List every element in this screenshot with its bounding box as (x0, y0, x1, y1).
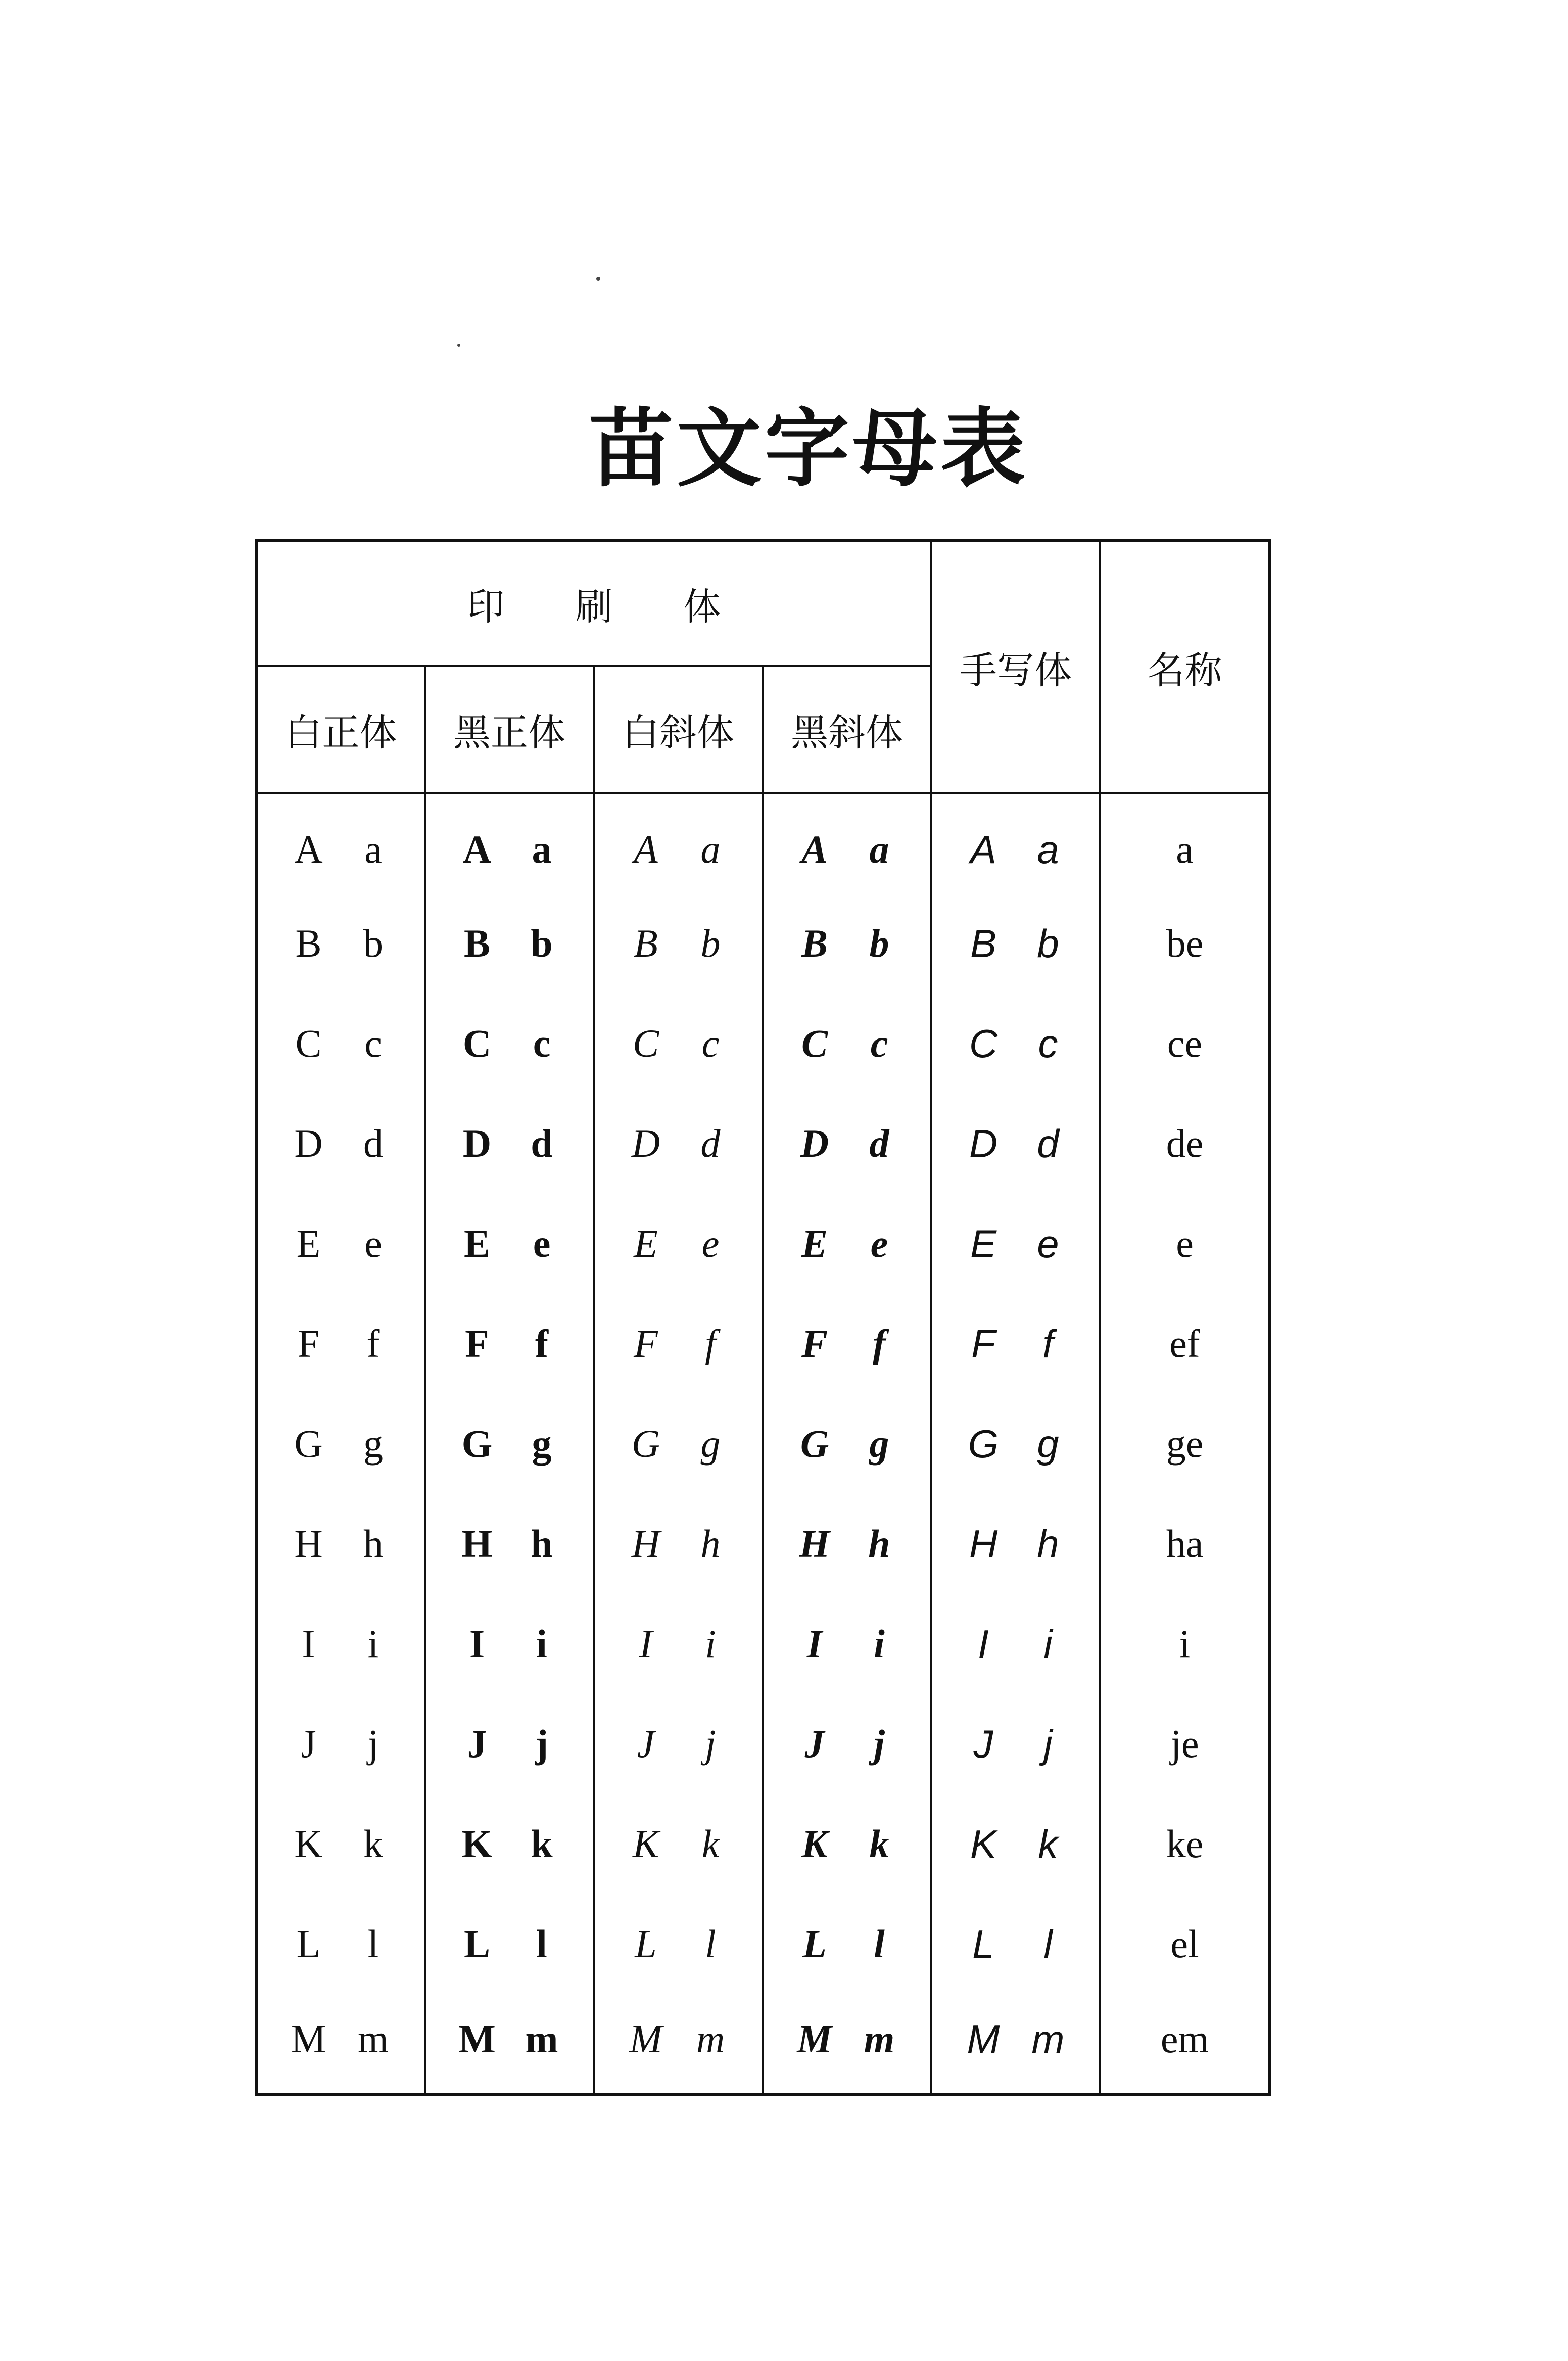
lowercase-letter: d (1037, 1121, 1059, 1166)
lowercase-letter: a (700, 827, 721, 871)
uppercase-letter: I (639, 1622, 652, 1666)
uppercase-letter: A (634, 827, 658, 871)
lowercase-letter: m (358, 2016, 389, 2061)
cell-italic-regular (594, 1194, 763, 1294)
table-row (256, 1094, 1270, 1194)
cell-italic-regular (594, 1694, 763, 1794)
lowercase-letter: h (1037, 1522, 1059, 1566)
uppercase-letter: A (294, 827, 323, 871)
lowercase-letter: f (1042, 1321, 1054, 1366)
letter-name: de (1100, 1094, 1270, 1194)
uppercase-letter: E (970, 1221, 997, 1266)
uppercase-letter: E (634, 1221, 658, 1265)
header-print-group: 印刷体 (256, 541, 931, 666)
cell-roman-bold (425, 1894, 594, 1994)
cell-roman-bold (425, 1294, 594, 1394)
table-row (256, 994, 1270, 1094)
uppercase-letter: E (296, 1221, 321, 1265)
cell-roman-bold (425, 1994, 594, 2094)
cell-roman-bold (425, 1394, 594, 1494)
page-title: 苗文字母表 (589, 398, 1028, 498)
cell-italic-regular (594, 1794, 763, 1894)
uppercase-letter: F (801, 1321, 828, 1365)
cell-italic-regular (594, 1294, 763, 1394)
letter-name: je (1100, 1694, 1270, 1794)
lowercase-letter: b (869, 921, 889, 965)
cell-handwriting (931, 1394, 1100, 1494)
letter-name: be (1100, 893, 1270, 994)
lowercase-letter: g (869, 1422, 889, 1466)
cell-roman-regular (256, 793, 425, 893)
cell-italic-regular (594, 793, 763, 893)
uppercase-letter: F (634, 1321, 658, 1365)
cell-italic-regular (594, 1394, 763, 1494)
cell-roman-regular (256, 1094, 425, 1194)
uppercase-letter: K (294, 1822, 323, 1866)
lowercase-letter: a (869, 827, 889, 871)
uppercase-letter: D (294, 1121, 323, 1165)
lowercase-letter: m (696, 2016, 725, 2061)
cell-handwriting (931, 994, 1100, 1094)
cell-roman-regular (256, 1894, 425, 1994)
uppercase-letter: I (302, 1622, 315, 1666)
cell-roman-regular (256, 994, 425, 1094)
table-row (256, 893, 1270, 994)
table-row (256, 793, 1270, 893)
uppercase-letter: K (632, 1822, 659, 1866)
cell-handwriting (931, 1594, 1100, 1694)
lowercase-letter: d (363, 1121, 383, 1165)
lowercase-letter: a (1037, 827, 1059, 872)
cell-italic-bold (763, 1894, 931, 1994)
miao-alphabet-table (255, 539, 1271, 2096)
cell-handwriting (931, 1994, 1100, 2094)
lowercase-letter: l (1043, 1922, 1053, 1966)
lowercase-letter: m (1031, 2016, 1065, 2061)
lowercase-letter: j (1043, 1722, 1053, 1766)
cell-italic-regular (594, 1494, 763, 1594)
letter-name: ge (1100, 1394, 1270, 1494)
uppercase-letter: E (801, 1221, 828, 1265)
cell-italic-bold (763, 893, 931, 994)
uppercase-letter: E (463, 1221, 491, 1265)
uppercase-letter: H (969, 1522, 998, 1566)
uppercase-letter: J (973, 1722, 993, 1766)
cell-handwriting (931, 793, 1100, 893)
uppercase-letter: J (637, 1722, 655, 1766)
lowercase-letter: b (1037, 921, 1059, 966)
letter-name: ke (1100, 1794, 1270, 1894)
uppercase-letter: D (631, 1121, 660, 1165)
cell-handwriting (931, 1194, 1100, 1294)
cell-roman-regular (256, 1994, 425, 2094)
table-row (256, 1494, 1270, 1594)
cell-roman-bold (425, 1794, 594, 1894)
uppercase-letter: G (968, 1422, 999, 1466)
header-name: 名称 (1100, 541, 1270, 793)
cell-handwriting (931, 1694, 1100, 1794)
uppercase-letter: D (800, 1121, 829, 1165)
cell-italic-regular (594, 1994, 763, 2094)
lowercase-letter: d (869, 1121, 889, 1165)
uppercase-letter: B (801, 921, 828, 965)
lowercase-letter: h (531, 1522, 553, 1566)
lowercase-letter: i (367, 1622, 379, 1666)
letter-name: ha (1100, 1494, 1270, 1594)
lowercase-letter: i (874, 1622, 885, 1666)
letter-name: i (1100, 1594, 1270, 1694)
cell-italic-bold (763, 1994, 931, 2094)
cell-roman-bold (425, 1594, 594, 1694)
cell-italic-regular (594, 1594, 763, 1694)
uppercase-letter: J (804, 1722, 825, 1766)
uppercase-letter: K (970, 1822, 997, 1866)
lowercase-letter: g (700, 1422, 721, 1466)
lowercase-letter: g (532, 1422, 552, 1466)
cell-roman-regular (256, 1194, 425, 1294)
cell-roman-regular (256, 893, 425, 994)
lowercase-letter: i (1043, 1622, 1053, 1666)
lowercase-letter: f (873, 1321, 886, 1365)
cell-italic-regular (594, 994, 763, 1094)
lowercase-letter: e (533, 1221, 551, 1265)
cell-roman-bold (425, 793, 594, 893)
uppercase-letter: H (461, 1522, 493, 1566)
uppercase-letter: A (462, 827, 492, 871)
lowercase-letter: h (363, 1522, 383, 1566)
cell-italic-bold (763, 1594, 931, 1694)
lowercase-letter: h (868, 1522, 890, 1566)
uppercase-letter: B (295, 921, 322, 965)
uppercase-letter: B (970, 921, 997, 966)
lowercase-letter: c (701, 1021, 720, 1065)
uppercase-letter: F (971, 1321, 995, 1366)
lowercase-letter: c (870, 1021, 888, 1065)
lowercase-letter: a (532, 827, 552, 871)
cell-handwriting (931, 1894, 1100, 1994)
header-roman-bold: 黑正体 (425, 666, 594, 793)
uppercase-letter: C (801, 1021, 828, 1065)
cell-italic-regular (594, 893, 763, 994)
uppercase-letter: K (801, 1822, 828, 1866)
table-row (256, 1794, 1270, 1894)
lowercase-letter: g (363, 1422, 383, 1466)
cell-italic-bold (763, 1294, 931, 1394)
uppercase-letter: F (297, 1321, 320, 1365)
lowercase-letter: f (705, 1321, 716, 1365)
uppercase-letter: I (469, 1622, 485, 1666)
uppercase-letter: M (629, 2016, 662, 2061)
table-row (256, 1994, 1270, 2094)
header-italic-bold: 黑斜体 (763, 666, 931, 793)
cell-italic-regular (594, 1894, 763, 1994)
cell-italic-regular (594, 1094, 763, 1194)
uppercase-letter: L (802, 1922, 827, 1966)
lowercase-letter: l (536, 1922, 547, 1966)
uppercase-letter: G (294, 1422, 323, 1466)
uppercase-letter: B (463, 921, 491, 965)
uppercase-letter: H (799, 1522, 830, 1566)
table-row (256, 1394, 1270, 1494)
uppercase-letter: L (296, 1922, 321, 1966)
uppercase-letter: I (806, 1622, 823, 1666)
cell-roman-regular (256, 1594, 425, 1694)
uppercase-letter: A (970, 827, 997, 872)
uppercase-letter: M (967, 2016, 1000, 2061)
lowercase-letter: b (700, 921, 721, 965)
cell-handwriting (931, 1294, 1100, 1394)
cell-italic-bold (763, 1794, 931, 1894)
uppercase-letter: C (462, 1021, 492, 1065)
uppercase-letter: J (467, 1722, 487, 1766)
uppercase-letter: C (632, 1021, 659, 1065)
cell-italic-bold (763, 1094, 931, 1194)
lowercase-letter: k (869, 1822, 889, 1866)
lowercase-letter: l (874, 1922, 885, 1966)
cell-roman-regular (256, 1794, 425, 1894)
lowercase-letter: b (363, 921, 383, 965)
lowercase-letter: m (864, 2016, 895, 2061)
lowercase-letter: c (1038, 1021, 1058, 1066)
table-row (256, 1294, 1270, 1394)
cell-handwriting (931, 1794, 1100, 1894)
table-row (256, 1894, 1270, 1994)
uppercase-letter: I (978, 1622, 989, 1666)
table-row (256, 1194, 1270, 1294)
uppercase-letter: D (462, 1121, 492, 1165)
cell-roman-bold (425, 1094, 594, 1194)
lowercase-letter: k (701, 1822, 720, 1866)
lowercase-letter: d (700, 1121, 721, 1165)
cell-roman-regular (256, 1394, 425, 1494)
cell-roman-bold (425, 1694, 594, 1794)
uppercase-letter: L (972, 1922, 994, 1966)
uppercase-letter: C (295, 1021, 322, 1065)
cell-roman-bold (425, 893, 594, 994)
uppercase-letter: A (801, 827, 828, 871)
lowercase-letter: e (364, 1221, 382, 1265)
lowercase-letter: e (701, 1221, 720, 1265)
cell-handwriting (931, 893, 1100, 994)
lowercase-letter: e (1037, 1221, 1059, 1266)
cell-roman-bold (425, 1194, 594, 1294)
lowercase-letter: m (525, 2016, 558, 2061)
cell-handwriting (931, 1494, 1100, 1594)
letter-name: em (1100, 1994, 1270, 2094)
uppercase-letter: C (969, 1021, 998, 1066)
lowercase-letter: i (536, 1622, 547, 1666)
scan-speck (457, 344, 460, 347)
lowercase-letter: f (535, 1321, 548, 1365)
lowercase-letter: k (1038, 1822, 1058, 1866)
cell-roman-regular (256, 1294, 425, 1394)
uppercase-letter: J (301, 1722, 316, 1766)
lowercase-letter: l (367, 1922, 379, 1966)
uppercase-letter: B (634, 921, 658, 965)
lowercase-letter: h (700, 1522, 721, 1566)
uppercase-letter: F (465, 1321, 489, 1365)
lowercase-letter: j (705, 1722, 716, 1766)
lowercase-letter: b (531, 921, 553, 965)
cell-roman-bold (425, 1494, 594, 1594)
letter-name: e (1100, 1194, 1270, 1294)
letter-name: ef (1100, 1294, 1270, 1394)
header-roman-regular: 白正体 (256, 666, 425, 793)
uppercase-letter: M (291, 2016, 326, 2061)
lowercase-letter: j (367, 1722, 379, 1766)
lowercase-letter: f (366, 1321, 380, 1365)
uppercase-letter: D (969, 1121, 998, 1166)
lowercase-letter: i (705, 1622, 716, 1666)
uppercase-letter: L (635, 1922, 657, 1966)
scan-speck (596, 277, 600, 281)
cell-roman-regular (256, 1694, 425, 1794)
uppercase-letter: H (294, 1522, 323, 1566)
uppercase-letter: L (463, 1922, 491, 1966)
uppercase-letter: G (631, 1422, 660, 1466)
cell-italic-bold (763, 1194, 931, 1294)
letter-name: el (1100, 1894, 1270, 1994)
cell-italic-bold (763, 994, 931, 1094)
lowercase-letter: c (533, 1021, 551, 1065)
uppercase-letter: H (631, 1522, 660, 1566)
lowercase-letter: j (874, 1722, 885, 1766)
uppercase-letter: G (461, 1422, 493, 1466)
cell-roman-bold (425, 994, 594, 1094)
header-italic-regular: 白斜体 (594, 666, 763, 793)
lowercase-letter: l (705, 1922, 716, 1966)
cell-italic-bold (763, 1494, 931, 1594)
letter-rows (256, 793, 1270, 2094)
letter-name: a (1100, 793, 1270, 893)
uppercase-letter: M (458, 2016, 496, 2061)
cell-italic-bold (763, 1394, 931, 1494)
cell-italic-bold (763, 793, 931, 893)
uppercase-letter: M (797, 2016, 832, 2061)
letter-name: ce (1100, 994, 1270, 1094)
lowercase-letter: g (1037, 1422, 1059, 1466)
cell-roman-regular (256, 1494, 425, 1594)
table-row (256, 1594, 1270, 1694)
lowercase-letter: c (364, 1021, 382, 1065)
lowercase-letter: e (870, 1221, 888, 1265)
table-row (256, 1694, 1270, 1794)
lowercase-letter: d (531, 1121, 553, 1165)
cell-handwriting (931, 1094, 1100, 1194)
lowercase-letter: k (531, 1822, 553, 1866)
header-handwriting: 手写体 (931, 541, 1100, 793)
cell-italic-bold (763, 1694, 931, 1794)
uppercase-letter: K (461, 1822, 493, 1866)
lowercase-letter: a (364, 827, 382, 871)
lowercase-letter: j (535, 1722, 548, 1766)
lowercase-letter: k (363, 1822, 383, 1866)
uppercase-letter: G (800, 1422, 829, 1466)
